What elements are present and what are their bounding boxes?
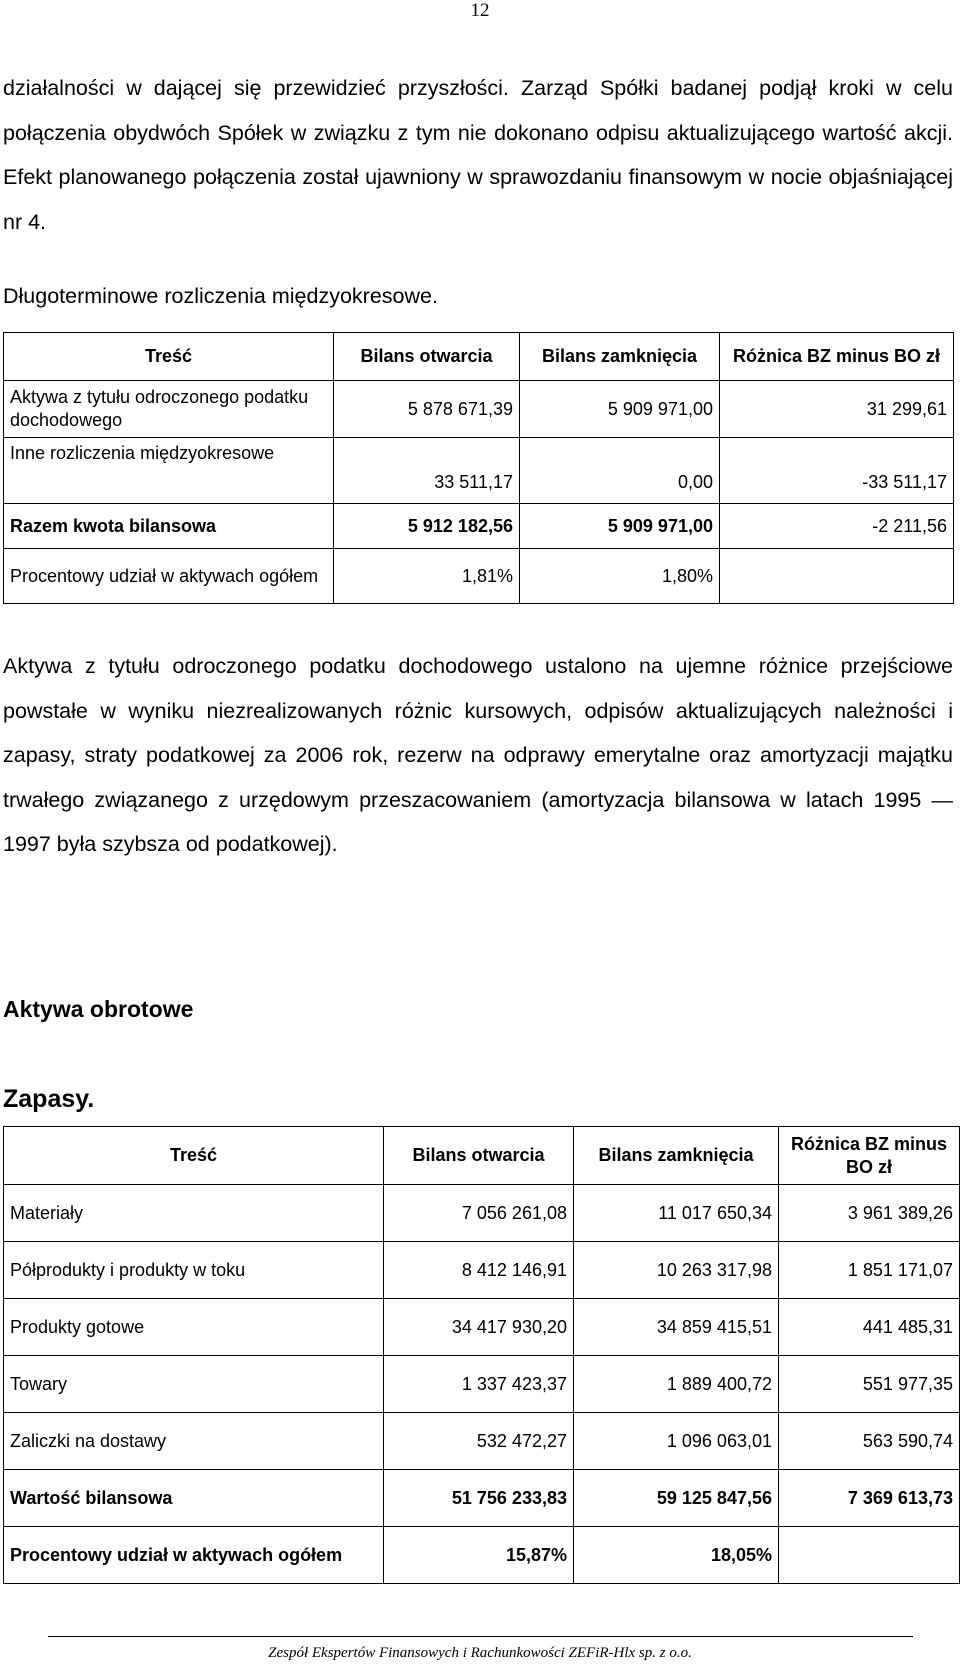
share-bz: 18,05% [574, 1527, 779, 1584]
row-bo: 7 056 261,08 [384, 1185, 574, 1242]
page-footer: Zespół Ekspertów Finansowych i Rachunkowości ZEFiR-Hlx sp. z o.o. [268, 1645, 692, 1661]
row-diff: 1 851 171,07 [779, 1242, 960, 1299]
table-row [4, 1356, 960, 1413]
table-row [4, 381, 954, 438]
table-total-row [4, 504, 954, 549]
table-share-row [4, 1527, 960, 1584]
row-bz: 1 889 400,72 [574, 1356, 779, 1413]
table-total-row [4, 1470, 960, 1527]
table-row [4, 1242, 960, 1299]
heading-zapasy: Zapasy. [3, 1085, 95, 1113]
row-diff: 563 590,74 [779, 1413, 960, 1470]
row-bz: 34 859 415,51 [574, 1299, 779, 1356]
row-bz: 5 909 971,00 [520, 381, 720, 438]
table-share-row [4, 549, 954, 604]
row-bo: 1 337 423,37 [384, 1356, 574, 1413]
total-diff: -2 211,56 [720, 504, 954, 549]
table-row [4, 1185, 960, 1242]
row-label: Aktywa z tytułu odroczonego podatku dochodowego [4, 381, 334, 438]
total-bo: 5 912 182,56 [334, 504, 520, 549]
row-diff: 551 977,35 [779, 1356, 960, 1413]
row-bo: 8 412 146,91 [384, 1242, 574, 1299]
header-tresc: Treść [4, 333, 334, 381]
section-title-deferred: Długoterminowe rozliczenia międzyokresowe. [3, 284, 438, 308]
row-bz: 11 017 650,34 [574, 1185, 779, 1242]
header-bilans-otwarcia: Bilans otwarcia [334, 333, 520, 381]
row-label: Produkty gotowe [4, 1299, 384, 1356]
paragraph-intro: działalności w dającej się przewidzieć przyszłości. Zarząd Spółki badanej podjął kroki w celu połączenia obydwóch Spółek w związku z tym nie dokonano odpisu aktualizującego wartość akcji. Efekt planowanego połączenia został ujawniony w sprawozdaniu finansowym w nocie objaśniającej nr 4. [3, 76, 953, 234]
table-row [4, 438, 954, 504]
total-bz: 5 909 971,00 [520, 504, 720, 549]
header-roznica: Różnica BZ minus BO zł [720, 333, 954, 381]
footer-divider [48, 1636, 913, 1637]
row-bo: 33 511,17 [334, 438, 520, 504]
row-label: Towary [4, 1356, 384, 1413]
table-row [4, 1413, 960, 1470]
row-diff: -33 511,17 [720, 438, 954, 504]
row-label: Inne rozliczenia międzyokresowe [4, 438, 334, 504]
deferred-charges-table [3, 332, 954, 604]
share-label: Procentowy udział w aktywach ogółem [4, 1527, 384, 1584]
table-row [4, 1299, 960, 1356]
total-diff: 7 369 613,73 [779, 1470, 960, 1527]
header-tresc: Treść [4, 1127, 384, 1185]
header-bilans-otwarcia: Bilans otwarcia [384, 1127, 574, 1185]
share-diff [779, 1527, 960, 1584]
paragraph-deferred-tax: Aktywa z tytułu odroczonego podatku dochodowego ustalono na ujemne różnice przejściowe powstałe w wyniku niezrealizowanych różnic kursowych, odpisów aktualizujących należności i zapasy, straty podatkowej za 2006 rok, rezerw na odprawy emerytalne oraz amortyzacji majątku trwałego związanego z urzędowym przeszacowaniem (amortyzacja bilansowa w latach 1995 — 1997 była szybsza od podatkowej). [3, 654, 953, 856]
row-bz: 1 096 063,01 [574, 1413, 779, 1470]
row-diff: 3 961 389,26 [779, 1185, 960, 1242]
row-diff: 441 485,31 [779, 1299, 960, 1356]
total-bo: 51 756 233,83 [384, 1470, 574, 1527]
row-bo: 5 878 671,39 [334, 381, 520, 438]
page-number: 12 [470, 0, 490, 21]
row-bo: 34 417 930,20 [384, 1299, 574, 1356]
row-bz: 0,00 [520, 438, 720, 504]
total-label: Wartość bilansowa [4, 1470, 384, 1527]
total-bz: 59 125 847,56 [574, 1470, 779, 1527]
row-label: Materiały [4, 1185, 384, 1242]
row-label: Zaliczki na dostawy [4, 1413, 384, 1470]
table-header-row [4, 1127, 960, 1185]
share-diff [720, 549, 954, 604]
inventory-table [3, 1126, 960, 1584]
share-bo: 15,87% [384, 1527, 574, 1584]
row-label: Półprodukty i produkty w toku [4, 1242, 384, 1299]
total-label: Razem kwota bilansowa [4, 504, 334, 549]
table-header-row [4, 333, 954, 381]
share-bz: 1,80% [520, 549, 720, 604]
row-diff: 31 299,61 [720, 381, 954, 438]
header-bilans-zamkniecia: Bilans zamknięcia [520, 333, 720, 381]
header-bilans-zamkniecia: Bilans zamknięcia [574, 1127, 779, 1185]
share-bo: 1,81% [334, 549, 520, 604]
share-label: Procentowy udział w aktywach ogółem [4, 549, 334, 604]
header-roznica: Różnica BZ minus BO zł [779, 1127, 960, 1185]
row-bz: 10 263 317,98 [574, 1242, 779, 1299]
heading-aktywa-obrotowe: Aktywa obrotowe [3, 996, 194, 1022]
row-bo: 532 472,27 [384, 1413, 574, 1470]
